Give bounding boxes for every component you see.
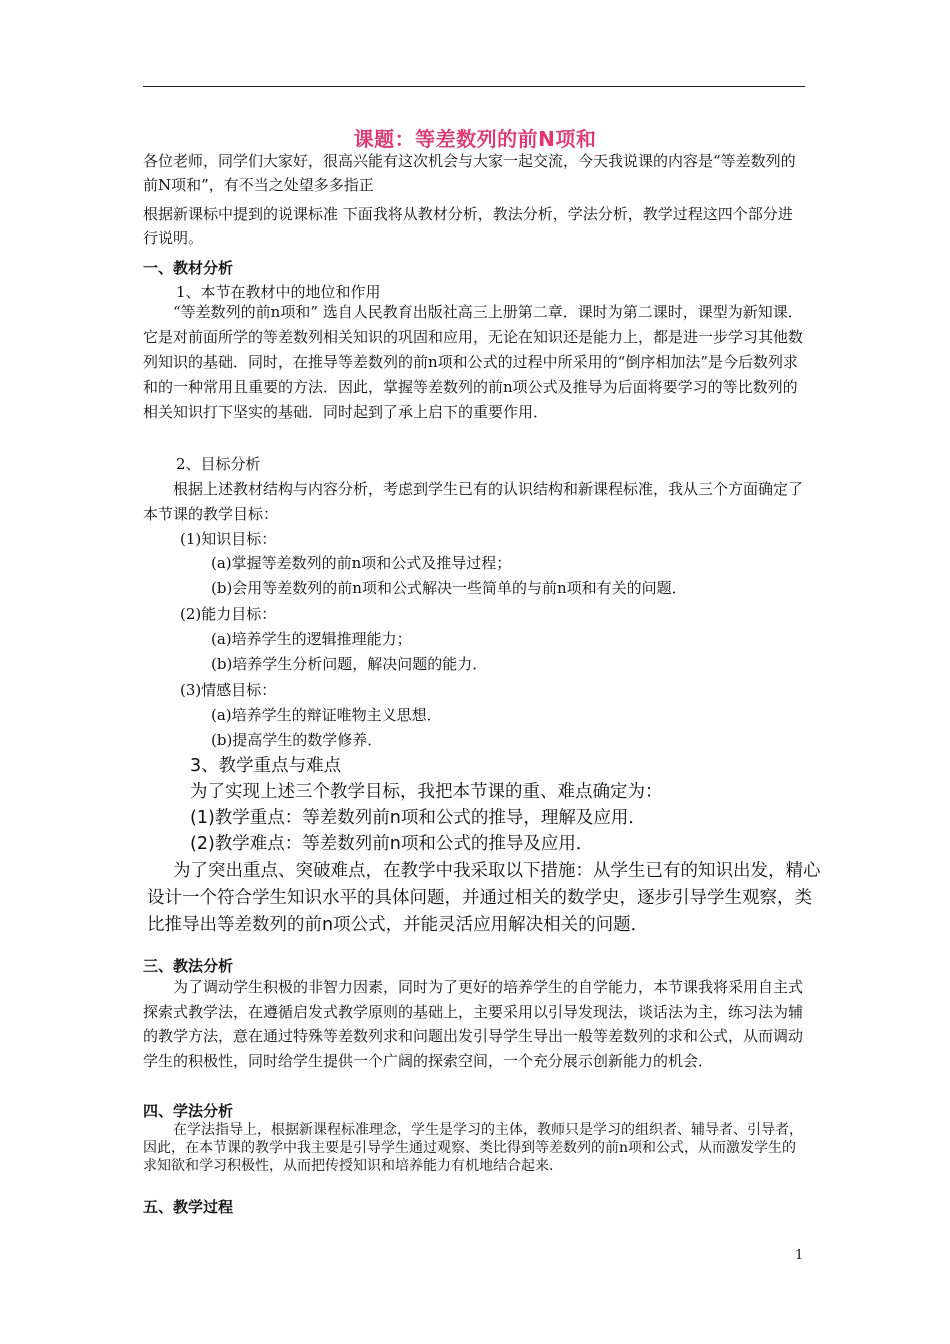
section-1-sub2-heading: 2、目标分析 <box>176 455 261 473</box>
intro-paragraph-1: 各位老师，同学们大家好，很高兴能有这次机会与大家一起交流，今天我说课的内容是“等差数列的前N项和”，有不当之处望多多指正 <box>143 152 796 194</box>
page-number: 1 <box>795 1248 804 1263</box>
teaching-key-point: (1)教学重点：等差数列前n项和公式的推导，理解及应用． <box>190 808 646 828</box>
section-1-sub3-intro: 为了实现上述三个教学目标，我把本节课的重、难点确定为： <box>190 782 663 802</box>
knowledge-goal-b: (b)会用等差数列的前n项和公式解决一些简单的与前n项和有关的问题． <box>211 579 687 597</box>
section-1-sub1-heading: 1、本节在教材中的地位和作用 <box>176 283 381 301</box>
section-4-heading: 四、学法分析 <box>143 1102 234 1120</box>
section-1-sub3-heading: 3、教学重点与难点 <box>190 756 342 776</box>
ability-goal-label: (2)能力目标： <box>180 605 277 623</box>
section-1-sub2-text: 根据上述教材结构与内容分析，考虑到学生已有的认识结构和新课程标准，我从三个方面确定了本节课的教学目标： <box>143 480 804 523</box>
section-4-text: 在学法指导上，根据新课程标准理念，学生是学习的主体，教师只是学习的组织者、辅导者、引导者，因此，在本节课的教学中我主要是引导学生通过观察、类比得到等差数列的前n项和公式，从而激发学生的求知欲和学习积极性，从而把传授知识和培养能力有机地结合起来． <box>143 1122 803 1174</box>
section-3-text: 为了调动学生积极的非智力因素，同时为了更好的培养学生的自学能力，本节课我将采用自主式 探索式教学法，在遵循启发式教学原则的基础上，主要采用以引导发现法，谈话法为主，练习法为辅的教学方法，意在通过特殊等差数列求和问题出发引导学生导出一般等差数列的求和公式，从而调动学生的积极性，同时给学生提供一个广阔的探索空间，一个充分展示创新能力的机会． <box>143 978 804 1070</box>
ability-goal-a: (a)培养学生的逻辑推理能力； <box>211 630 412 648</box>
teaching-difficulty: (2)教学难点：等差数列前n项和公式的推导及应用． <box>190 834 594 854</box>
intro-paragraph-2: 根据新课标中提到的说课标准 下面我将从教材分析，教法分析，学法分析，教学过程这四个部分进行说明。 <box>143 205 793 247</box>
section-5-heading: 五、教学过程 <box>143 1198 234 1216</box>
ability-goal-b: (b)培养学生分析问题，解决问题的能力． <box>211 655 488 673</box>
emotion-goal-a: (a)培养学生的辩证唯物主义思想． <box>211 706 442 724</box>
emotion-goal-b: (b)提高学生的数学修养． <box>211 731 383 749</box>
teaching-measures: 为了突出重点、突破难点，在教学中我采取以下措施：从学生已有的知识出发，精心设计一个符合学生知识水平的具体问题，并通过相关的数学史，逐步引导学生观察，类比推导出等差数列的前n项公式，并能灵活应用解决相关的问题． <box>147 861 821 935</box>
section-1-heading: 一、教材分析 <box>143 259 234 277</box>
page-title: 课题：等差数列的前N项和 <box>353 127 597 151</box>
knowledge-goal-a: (a)掌握等差数列的前n项和公式及推导过程； <box>211 554 512 572</box>
emotion-goal-label: (3)情感目标： <box>180 681 277 699</box>
header-rule <box>143 86 805 87</box>
section-1-sub1-text: “等差数列的前n项和” 选自人民教育出版社高三上册第二章．课时为第二课时，课型为新知课．它是对前面所学的等差数列相关知识的巩固和应用，无论在知识还是能力上，都是进一步学习其他数列知识的基础．同时，在推导等差数列的前n项和公式的过程中所采用的“倒序相加法”是今后数列求和的一种常用且重要的方法．因此，掌握等差数列的前n项公式及推导为后面将要学习的等比数列的相关知识打下坚实的基础．同时起到了承上启下的重要作用． <box>143 303 804 421</box>
knowledge-goal-label: (1)知识目标： <box>180 530 277 548</box>
section-3-heading: 三、教法分析 <box>143 957 234 975</box>
